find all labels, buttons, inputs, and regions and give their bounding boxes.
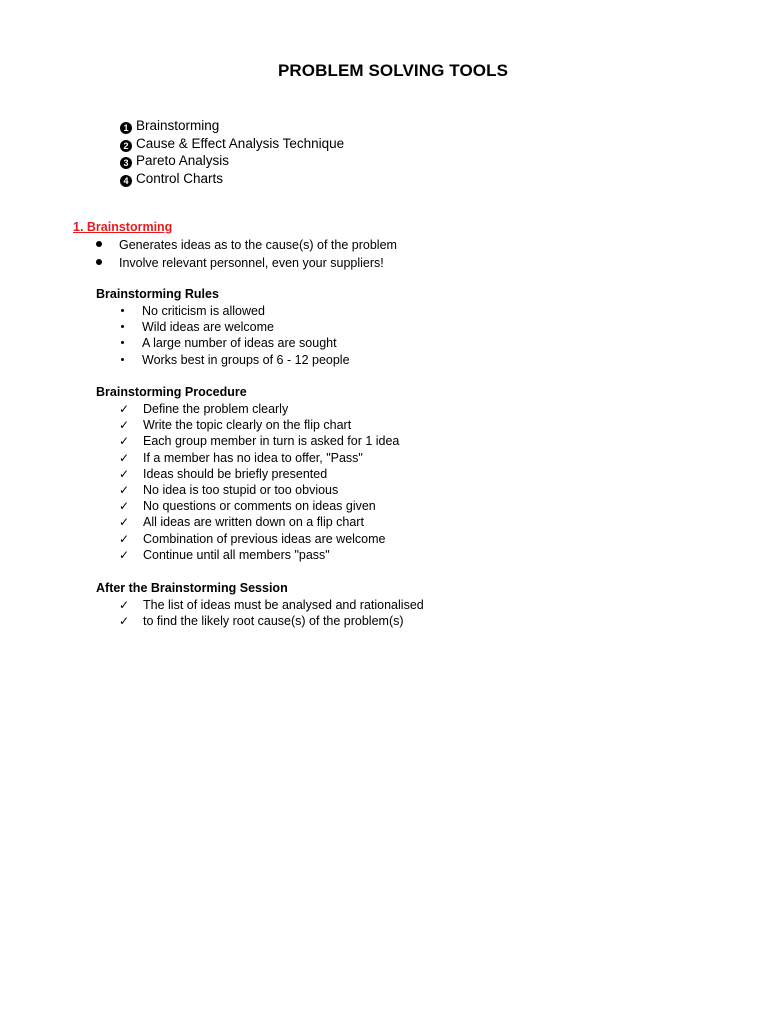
check-icon: ✓ xyxy=(119,418,130,433)
check-icon: ✓ xyxy=(119,515,130,530)
check-icon: ✓ xyxy=(119,598,130,612)
bullet-icon xyxy=(121,325,124,328)
procedure-list xyxy=(119,401,399,563)
check-icon: ✓ xyxy=(119,434,130,449)
tools-list-item xyxy=(120,152,344,170)
tools-list-label: Control Charts xyxy=(136,170,224,186)
list-item: ✓ Each group member in turn is asked for 1 idea xyxy=(119,434,400,449)
list-item: ✓ Write the topic clearly on the flip chart xyxy=(119,418,352,433)
list-item: ✓ Combination of previous ideas are welcome xyxy=(119,531,386,546)
list-item: Involve relevant personnel, even your suppliers! xyxy=(96,255,397,273)
number-badge-icon: 3 xyxy=(120,157,132,169)
bullet-icon xyxy=(121,358,124,361)
list-item: ✓ to find the likely root cause(s) of the problem(s) xyxy=(119,614,404,629)
list-item: No criticism is allowed xyxy=(119,303,350,319)
section-heading: 1. Brainstorming xyxy=(73,220,173,234)
after-session-list xyxy=(119,597,424,629)
check-icon: ✓ xyxy=(119,547,130,562)
tools-list-label: Brainstorming xyxy=(136,118,220,133)
tools-list-label: Cause & Effect Analysis Technique xyxy=(136,135,345,151)
list-item: ✓ No idea is too stupid or too obvious xyxy=(119,482,339,497)
rules-list xyxy=(119,303,350,368)
check-icon: ✓ xyxy=(119,450,130,465)
number-badge-icon: 4 xyxy=(120,175,132,187)
check-icon: ✓ xyxy=(119,466,130,481)
list-item: ✓ Define the problem clearly xyxy=(119,402,289,416)
intro-bullet-list xyxy=(96,237,397,272)
rules-heading: Brainstorming Rules xyxy=(96,287,219,301)
check-icon: ✓ xyxy=(119,482,130,497)
bullet-icon xyxy=(121,341,124,344)
list-item: Generates ideas as to the cause(s) of the problem xyxy=(96,237,397,255)
list-item: ✓ Continue until all members "pass" xyxy=(119,547,330,562)
list-item: ✓ The list of ideas must be analysed and rationalised xyxy=(119,598,424,612)
list-item: Wild ideas are welcome xyxy=(119,319,350,335)
check-icon: ✓ xyxy=(119,614,130,629)
tools-list xyxy=(120,117,344,187)
tools-list-item xyxy=(120,135,344,153)
tools-list-label: Pareto Analysis xyxy=(136,153,230,168)
check-icon: ✓ xyxy=(119,402,130,416)
list-item: ✓ Ideas should be briefly presented xyxy=(119,466,328,481)
page-title: PROBLEM SOLVING TOOLS xyxy=(277,61,509,80)
list-item: A large number of ideas are sought xyxy=(119,335,350,351)
number-badge-icon: 2 xyxy=(120,140,132,152)
list-item: ✓ All ideas are written down on a flip chart xyxy=(119,515,364,530)
bullet-icon xyxy=(121,309,124,312)
list-item: ✓ If a member has no idea to offer, "Pass" xyxy=(119,450,363,465)
after-session-heading: After the Brainstorming Session xyxy=(96,581,288,595)
list-item: Works best in groups of 6 - 12 people xyxy=(119,352,350,368)
bullet-icon xyxy=(96,241,102,247)
check-icon: ✓ xyxy=(119,499,130,514)
tools-list-item xyxy=(120,117,344,135)
list-item: ✓ No questions or comments on ideas given xyxy=(119,499,376,514)
procedure-heading: Brainstorming Procedure xyxy=(96,385,247,399)
bullet-icon xyxy=(96,259,102,265)
check-icon: ✓ xyxy=(119,531,130,546)
tools-list-item xyxy=(120,170,344,188)
number-badge-icon: 1 xyxy=(120,122,132,134)
